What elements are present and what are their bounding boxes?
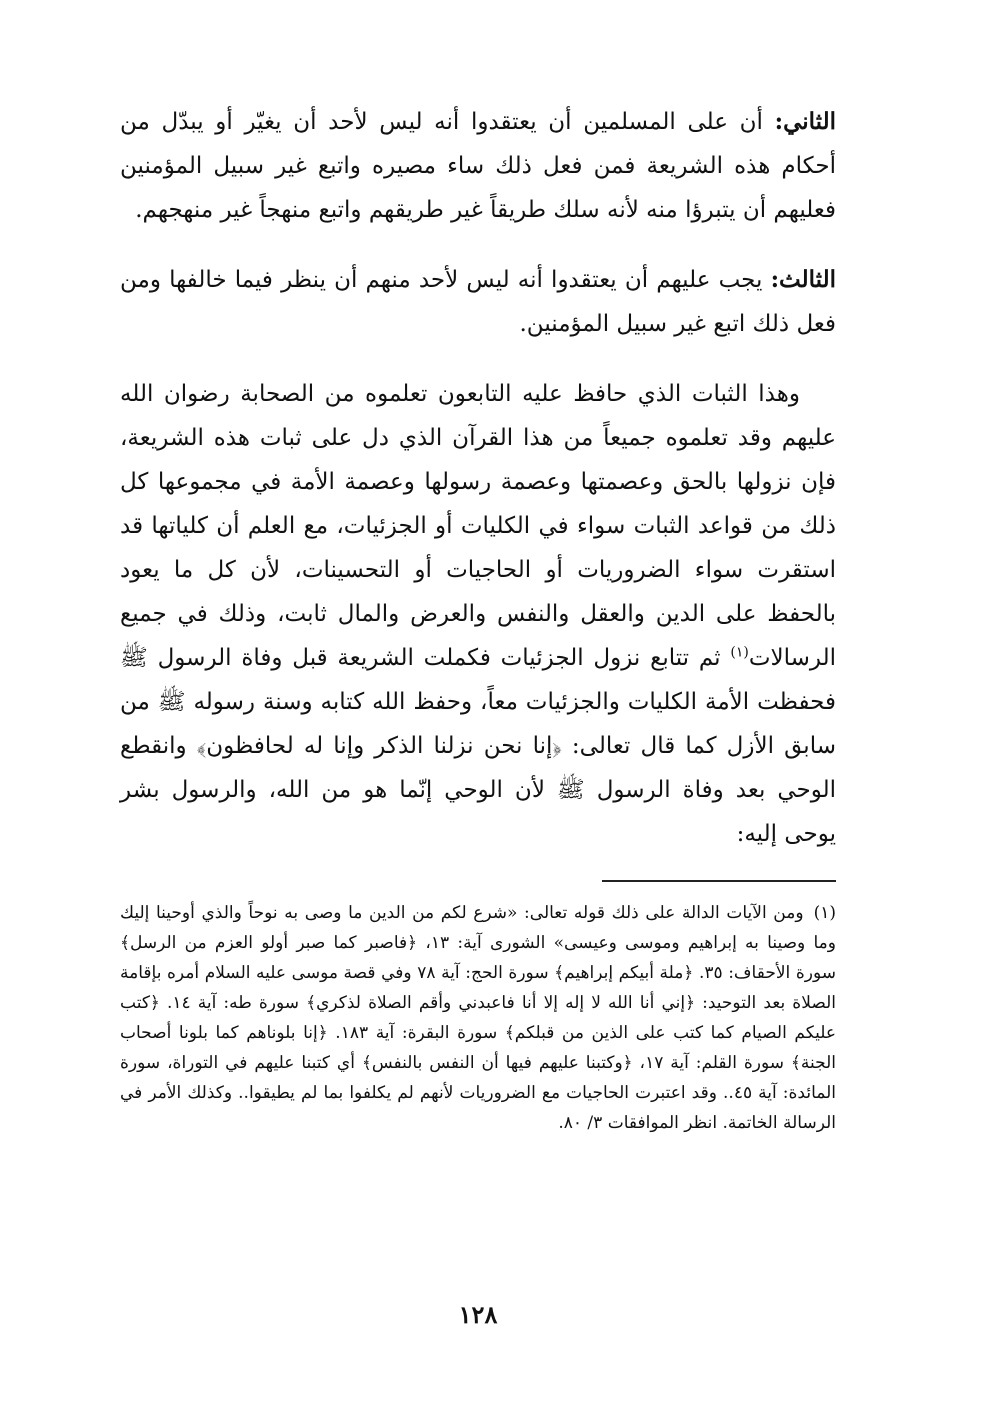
- footnote-number: (١): [813, 903, 836, 923]
- footnote-text: ومن الآيات الدالة على ذلك قوله تعالى: «شرع لكم من الدين ما وصى به نوحاً والذي أوحينا إليك وما وصينا به إبراهيم وموسى وعيسى» الشورى آية: ١٣، ﴿فاصبر كما صبر أولو العزم من الرسل﴾ سورة الأحقاف: ٣٥. ﴿ملة أبيكم إبراهيم﴾ سورة الحج: آية ٧٨ وفي قصة موسى عليه السلام أمره بإقامة الصلاة بعد التوحيد: ﴿إني أنا الله لا إله إلا أنا فاعبدني وأقم الصلاة لذكري﴾ سورة طه: آية ١٤. ﴿كتب عليكم الصيام كما كتب على الذين من قبلكم﴾ سورة البقرة: آية ١٨٣. ﴿إنا بلوناهم كما بلونا أصحاب الجنة﴾ سورة القلم: آية ١٧، ﴿وكتبنا عليهم فيها أن النفس بالنفس﴾ أي كتبنا عليهم في التوراة، سورة المائدة: آية ٤٥.. وقد اعتبرت الحاجيات مع الضروريات لأنهم لم يكلفوا بما لم يطيقوا.. وكذلك الأمر في الرسالة الخاتمة. انظر الموافقات ٣/ ٨٠.: [120, 903, 836, 1133]
- point-heading: الثالث:: [770, 266, 836, 293]
- paragraph-text: أن على المسلمين أن يعتقدوا أنه ليس لأحد أن يغيّر أو يبدّل من أحكام هذه الشريعة فمن فعل ذلك ساء مصيره واتبع غير سبيل المؤمنين فعليهم أن يتبرؤا منه لأنه سلك طريقاً غير طريقهم واتبع منهجاً غير منهجهم.: [120, 109, 836, 223]
- paragraph-text: ثم تتابع نزول الجزئيات فكملت الشريعة قبل وفاة الرسول ﷺ فحفظت الأمة الكليات والجزئيات معاً، وحفظ الله كتابه وسنة رسوله ﷺ من سابق الأزل كما قال تعالى: ﴿إنا نحن نزلنا الذكر وإنا له لحافظون﴾ وانقطع الوحي بعد وفاة الرسول ﷺ لأن الوحي إنّما هو من الله، والرسول بشر يوحى إليه:: [120, 645, 836, 847]
- footnote-reference[interactable]: (١): [730, 644, 749, 661]
- paragraph-text: وهذا الثبات الذي حافظ عليه التابعون تعلموه من الصحابة رضوان الله عليهم وقد تعلموه جميعاً من هذا القرآن الذي دل على ثبات هذه الشريعة، فإن نزولها بالحق وعصمتها وعصمة رسولها وعصمة الأمة في مجموعها كل ذلك من قواعد الثبات سواء في الكليات أو الجزئيات، مع العلم أن كلياتها قد استقرت سواء الضروريات أو الحاجيات أو التحسينات، لأن كل ما يعود بالحفظ على الدين والعقل والنفس والعرض والمال ثابت، وذلك في جميع الرسالات: [120, 381, 836, 671]
- book-page: [120, 100, 836, 1340]
- paragraph-body: [120, 372, 836, 856]
- paragraph-third-point: [120, 258, 836, 346]
- footnote: [120, 898, 836, 1138]
- footnote-divider: [602, 880, 836, 882]
- page-number: ١٢٨: [458, 1300, 498, 1329]
- point-heading: الثاني:: [774, 108, 836, 135]
- paragraph-second-point: [120, 100, 836, 232]
- paragraph-text: يجب عليهم أن يعتقدوا أنه ليس لأحد منهم أن ينظر فيما خالفها ومن فعل ذلك اتبع غير سبيل المؤمنين.: [120, 267, 836, 337]
